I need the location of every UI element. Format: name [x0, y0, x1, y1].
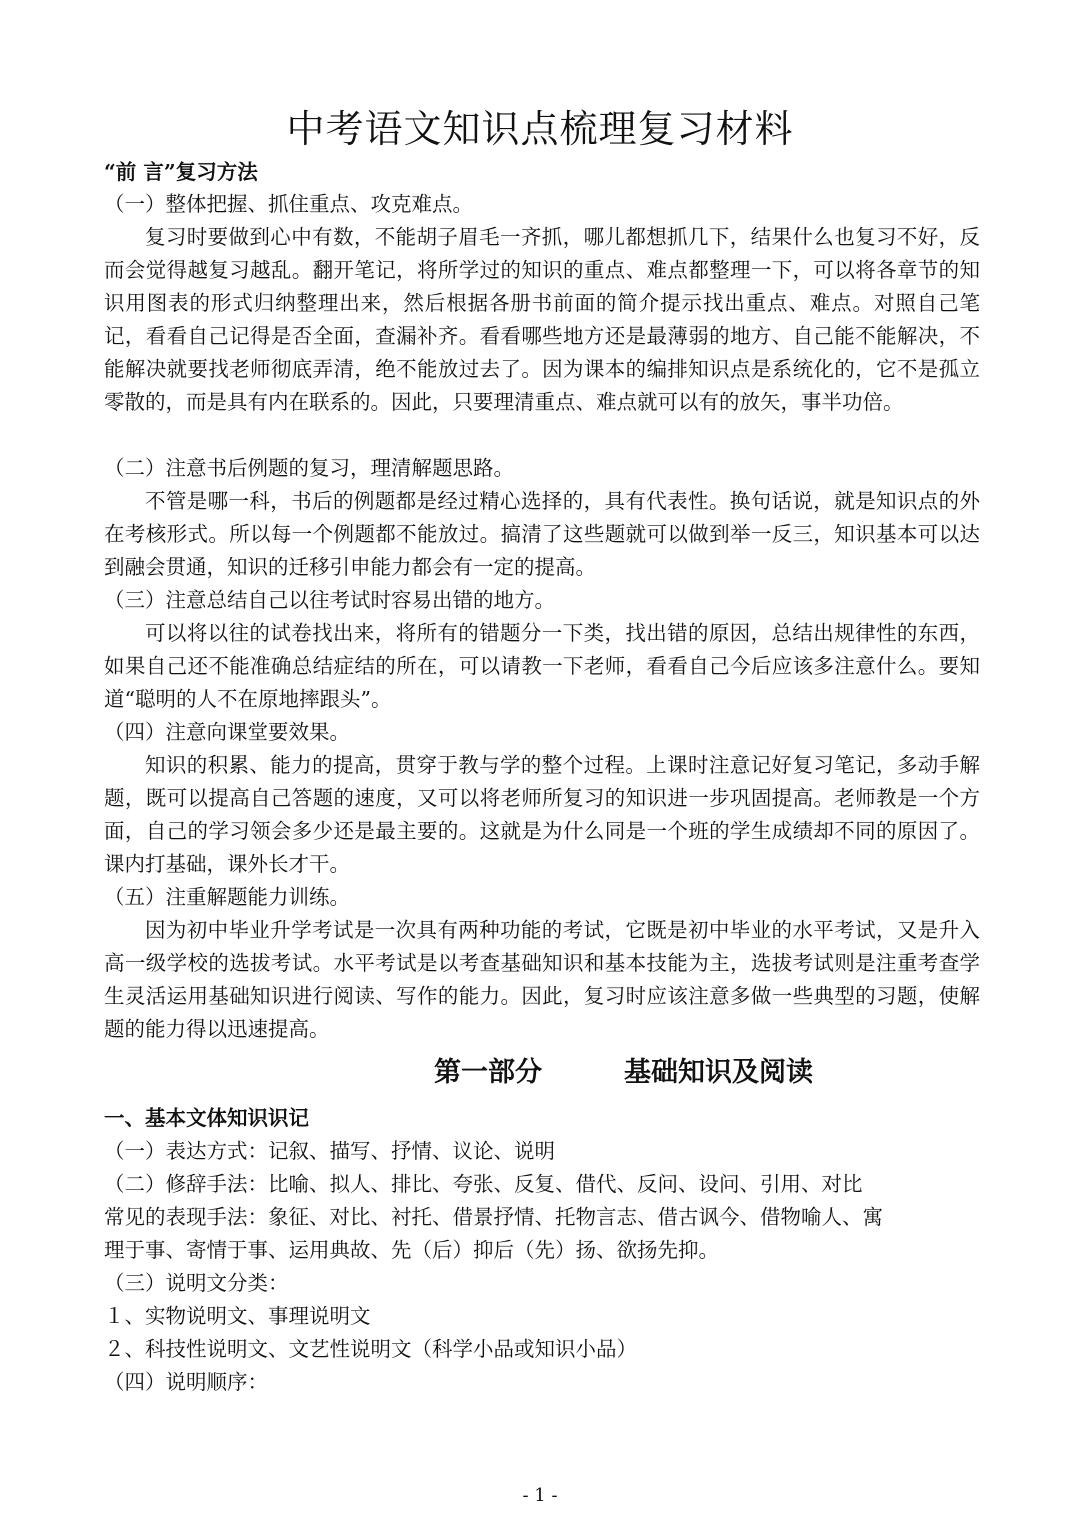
knowledge-item-3-2: ２、科技性说明文、文艺性说明文（科学小品或知识小品） — [104, 1337, 637, 1361]
section-1-heading: （一）整体把握、抓住重点、攻克难点。 — [104, 192, 473, 216]
section-1-body: 复习时要做到心中有数，不能胡子眉毛一齐抓，哪儿都想抓几下，结果什么也复习不好，反而会觉得越复习越乱。翻开笔记，将所学过的知识的重点、难点都整理一下，可以将各章节的知识用图表的形式归纳整理出来，然后根据各册书前面的简介提示找出重点、难点。对照自己笔记，看看自己记得是否全面，查漏补齐。看看哪些地方还是最薄弱的地方、自己能不能解决，不能解决就要找老师彻底弄清，绝不能放过去了。因为课本的编排知识点是系统化的，它不是孤立零散的，而是具有内在联系的。因此，只要理清重点、难点就可以有的放矢，事半功倍。 — [104, 225, 980, 414]
knowledge-item-1: （一）表达方式：记叙、描写、抒情、议论、说明 — [104, 1139, 555, 1163]
section-3-heading: （三）注意总结自己以往考试时容易出错的地方。 — [104, 588, 555, 612]
knowledge-item-2b-line2: 理于事、寄情于事、运用典故、先（后）抑后（先）扬、欲扬先抑。 — [104, 1238, 719, 1262]
page-number: - 1 - — [522, 1485, 558, 1506]
section-5-heading: （五）注重解题能力训练。 — [104, 885, 350, 909]
knowledge-heading: 一、基本文体知识识记 — [104, 1106, 309, 1130]
section-5-body: 因为初中毕业升学考试是一次具有两种功能的考试，它既是初中毕业的水平考试，又是升入高一级学校的选拔考试。水平考试是以考查基础知识和基本技能为主，选拔考试则是注重考查学生灵活运用基础知识进行阅读、写作的能力。因此，复习时应该注意多做一些典型的习题，使解题的能力得以迅速提高。 — [104, 918, 980, 1041]
section-4-heading: （四）注意向课堂要效果。 — [104, 720, 350, 744]
knowledge-item-2b-line1: 常见的表现手法：象征、对比、衬托、借景抒情、托物言志、借古讽今、借物喻人、寓 — [104, 1205, 883, 1229]
document-title: 中考语文知识点梳理复习材料 — [286, 107, 794, 151]
knowledge-item-4: （四）说明顺序： — [104, 1370, 268, 1394]
section-3-body: 可以将以往的试卷找出来，将所有的错题分一下类，找出错的原因，总结出规律性的东西，如果自己还不能准确总结症结的所在，可以请教一下老师，看看自己今后应该多注意什么。要知道“聪明的人不在原地摔跟头”。 — [104, 621, 980, 711]
knowledge-item-3: （三）说明文分类： — [104, 1271, 289, 1295]
part-title: 基础知识及阅读 — [624, 1057, 813, 1088]
section-2-heading: （二）注意书后例题的复习，理清解题思路。 — [104, 456, 514, 480]
section-2-body: 不管是哪一科，书后的例题都是经过精心选择的，具有代表性。换句话说，就是知识点的外在考核形式。所以每一个例题都不能放过。搞清了这些题就可以做到举一反三，知识基本可以达到融会贯通，知识的迁移引申能力都会有一定的提高。 — [104, 489, 980, 579]
section-4-body: 知识的积累、能力的提高，贯穿于教与学的整个过程。上课时注意记好复习笔记，多动手解题，既可以提高自己答题的速度，又可以将老师所复习的知识进一步巩固提高。老师教是一个方面，自己的学习领会多少还是最主要的。这就是为什么同是一个班的学生成绩却不同的原因了。课内打基础，课外长才干。 — [104, 753, 980, 876]
knowledge-item-2: （二）修辞手法：比喻、拟人、排比、夸张、反复、借代、反问、设问、引用、对比 — [104, 1172, 863, 1196]
part-label: 第一部分 — [434, 1057, 542, 1088]
knowledge-item-3-1: １、实物说明文、事理说明文 — [104, 1304, 371, 1328]
preface-heading: “前 言”复习方法 — [104, 160, 258, 184]
